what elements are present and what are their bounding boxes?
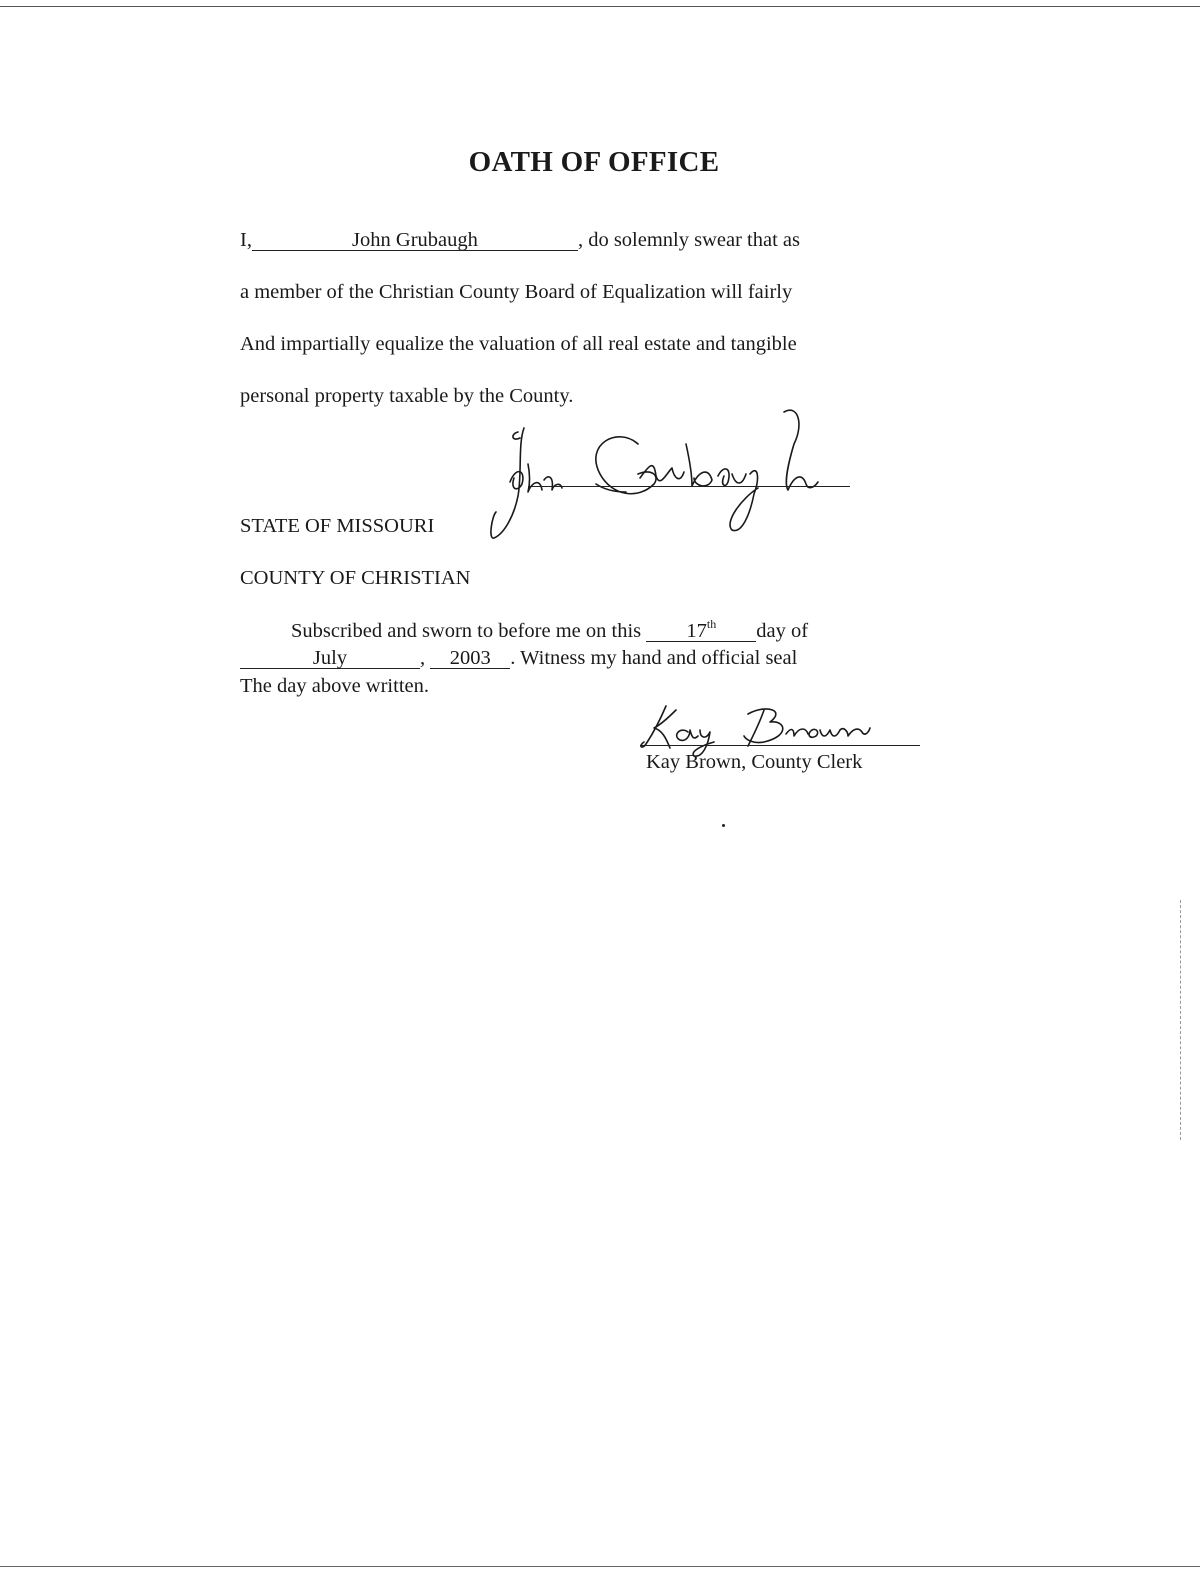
oath-line-3: And impartially equalize the valuation of all real estate and tangible <box>240 333 797 355</box>
oath-line-2: a member of the Christian County Board of Equalization will fairly <box>240 281 793 303</box>
venue-state: STATE OF MISSOURI <box>240 515 435 537</box>
jurat-year-field: 2003 <box>430 648 510 669</box>
jurat-day-field <box>646 617 756 642</box>
jurat-line-1 <box>291 619 808 643</box>
jurat-month-field: July <box>240 648 420 669</box>
jurat-line-2: July , 2003 . Witness my hand and official seal <box>240 646 797 670</box>
oath-signature-line <box>528 486 850 487</box>
scan-speck <box>722 824 725 827</box>
oath-signature <box>488 404 860 544</box>
oath-line-1 <box>240 228 800 252</box>
jurat-after-day: day of <box>756 620 809 642</box>
oath-prefix: I, <box>240 229 252 251</box>
oath-after-name: , do solemnly swear that as <box>577 229 800 251</box>
jurat-day: 17 <box>686 620 707 642</box>
page-title: OATH OF OFFICE <box>468 146 720 178</box>
oath-line-4: personal property taxable by the County. <box>240 385 574 407</box>
jurat-line-3: The day above written. <box>240 675 429 697</box>
venue-county: COUNTY OF CHRISTIAN <box>240 567 471 589</box>
jurat-day-suffix: th <box>706 617 717 631</box>
jurat-after-year: . Witness my hand and official seal <box>510 647 798 669</box>
scan-edge-marks <box>1180 900 1183 1140</box>
scan-edge-bottom <box>0 1566 1200 1567</box>
scan-edge-top <box>0 6 1200 7</box>
oath-name-field: John Grubaugh <box>252 230 578 251</box>
clerk-signature-line <box>640 745 920 746</box>
clerk-caption: Kay Brown, County Clerk <box>646 751 863 773</box>
jurat-intro: Subscribed and sworn to before me on this <box>291 620 642 642</box>
